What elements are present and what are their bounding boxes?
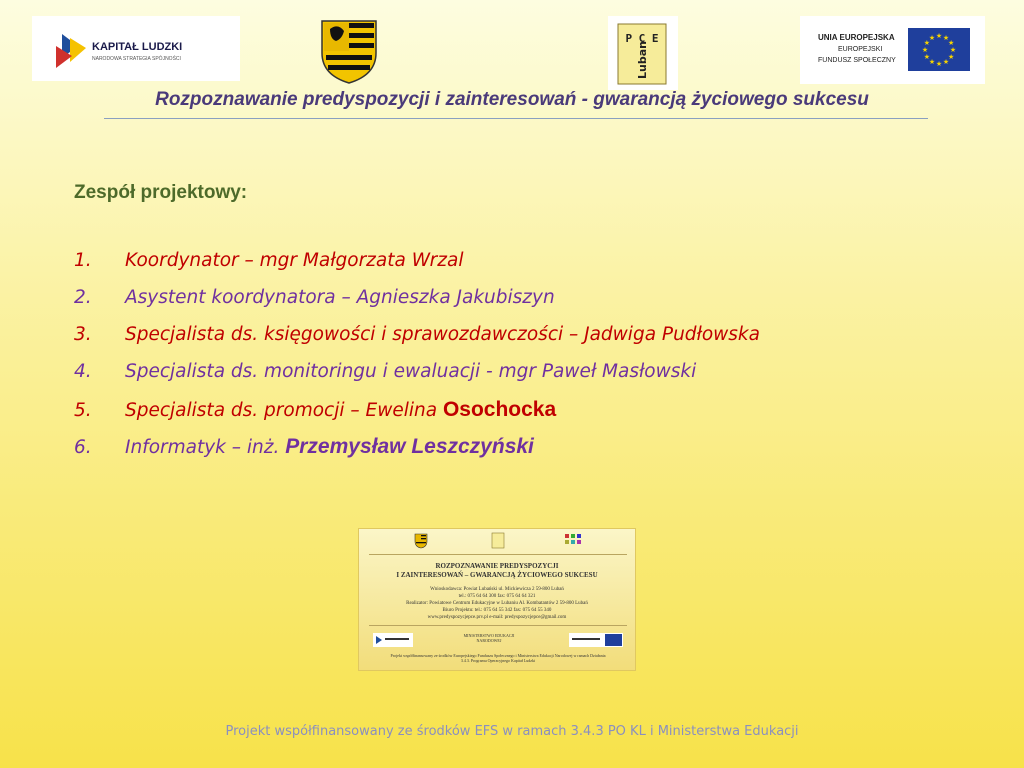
project-poster-image	[358, 528, 636, 671]
poster-text: Wnioskodawca: Powiat Lubański ul. Mickiewicza 2 59-800 Lubań	[430, 587, 564, 592]
ue-line2: EUROPEJSKI	[838, 46, 883, 53]
eu-star-icon: ★	[935, 32, 943, 40]
member-role: Koordynator – mgr Małgorzata Wrzal	[125, 250, 464, 271]
eu-star-icon: ★	[923, 53, 931, 61]
team-member	[74, 250, 760, 287]
team-member	[74, 361, 760, 398]
member-name: Przemysław Leszczyński	[285, 435, 534, 458]
ue-line1: UNIA EUROPEJSKA	[818, 33, 895, 42]
eu-star-icon: ★	[921, 46, 929, 54]
team-list	[74, 250, 760, 472]
pce-luban-logo	[608, 16, 678, 90]
poster-text: Realizator: Powiatowe Centrum Edukacyjne w Lubaniu Al. Kombatantów 2 59-800 Lubań	[406, 601, 588, 606]
pce-text: PCE Luban	[608, 16, 614, 17]
section-heading: Zespół projektowy:	[74, 182, 248, 203]
member-name: Osochocka	[442, 398, 557, 421]
eu-star-icon: ★	[942, 33, 950, 42]
member-role: Specjalista ds. księgowości i sprawozdawczości – Jadwiga Pudłowska	[125, 324, 760, 345]
poster-text: www.predyspozycjepce.prv.pl e-mail: predyspozycjepce@gmail.com	[427, 615, 567, 620]
eu-star-icon: ★	[928, 58, 936, 67]
eu-star-icon: ★	[923, 39, 931, 47]
eu-star-icon: ★	[949, 46, 957, 54]
svg-text:Luban: Luban	[636, 41, 649, 79]
poster-footnote: Projekt współfinansowany ze środków Europejskiego Funduszu Społecznego i Ministerstwa Edukacji Narodowej w ramach Działania 3.4.3. Programu Operacyjnego Kapitał Ludzki	[390, 653, 606, 663]
svg-text:P C E: P C E	[625, 32, 659, 45]
kapital-ludzki-logo	[32, 16, 240, 81]
poster-crest-icon	[414, 533, 428, 549]
eu-star-icon: ★	[947, 39, 955, 47]
footer-text: Projekt współfinansowany ze środków EFS w ramach 3.4.3 PO KL i Ministerstwa Edukacji	[225, 724, 799, 739]
team-member	[74, 324, 760, 361]
member-role: Specjalista ds. monitoringu i ewaluacji - mgr Paweł Masłowski	[125, 361, 697, 382]
title-divider	[104, 118, 928, 119]
member-number: 5.	[74, 400, 92, 421]
member-role: Specjalista ds. promocji – Ewelina	[125, 400, 443, 421]
team-member	[74, 398, 760, 435]
poster-divider	[369, 554, 627, 555]
team-member	[74, 435, 760, 472]
poster-divider	[369, 625, 627, 626]
member-role: Informatyk – inż.	[125, 437, 286, 458]
powiat-crest-logo	[318, 17, 380, 85]
team-member	[74, 287, 760, 324]
member-number: 4.	[74, 361, 92, 382]
member-number: 1.	[74, 250, 92, 271]
member-role: Asystent koordynatora – Agnieszka Jakubiszyn	[125, 287, 555, 308]
eu-star-icon: ★	[947, 53, 955, 61]
ue-line3: FUNDUSZ SPOŁECZNY	[818, 57, 896, 64]
poster-text: tel.: 075 64 64 300 fax: 075 64 64 321	[458, 594, 536, 599]
eu-star-icon: ★	[928, 33, 936, 42]
poster-title-line1: ROZPOZNAWANIE PREDYSPOZYCJI	[435, 562, 559, 570]
poster-ministry-text: MINISTERSTWO EDUKACJI NARODOWEJ	[463, 633, 515, 643]
eu-logo	[800, 16, 985, 84]
member-number: 6.	[74, 437, 92, 458]
poster-title-line2: I ZAINTERESOWAŃ – GWARANCJĄ ŻYCIOWEGO SUKCESU	[396, 571, 598, 579]
poster-pce-icon	[491, 532, 505, 549]
eu-star-icon: ★	[942, 58, 950, 67]
kl-name-text: KAPITAŁ LUDZKI	[92, 41, 183, 53]
eu-star-icon: ★	[935, 60, 943, 68]
member-number: 3.	[74, 324, 92, 345]
poster-grid-icon	[564, 533, 582, 547]
poster-text: Biuro Projektu: tel.: 075 64 55 342 fax: 075 64 55 340	[442, 608, 552, 613]
poster-eu-icon	[569, 633, 623, 647]
kl-sub-text: NARODOWA STRATEGIA SPÓJNOŚCI	[92, 56, 181, 62]
poster-kl-icon	[373, 633, 413, 647]
page-title: Rozpoznawanie predyspozycji i zainteresowań - gwarancją życiowego sukcesu	[155, 89, 869, 110]
member-number: 2.	[74, 287, 92, 308]
